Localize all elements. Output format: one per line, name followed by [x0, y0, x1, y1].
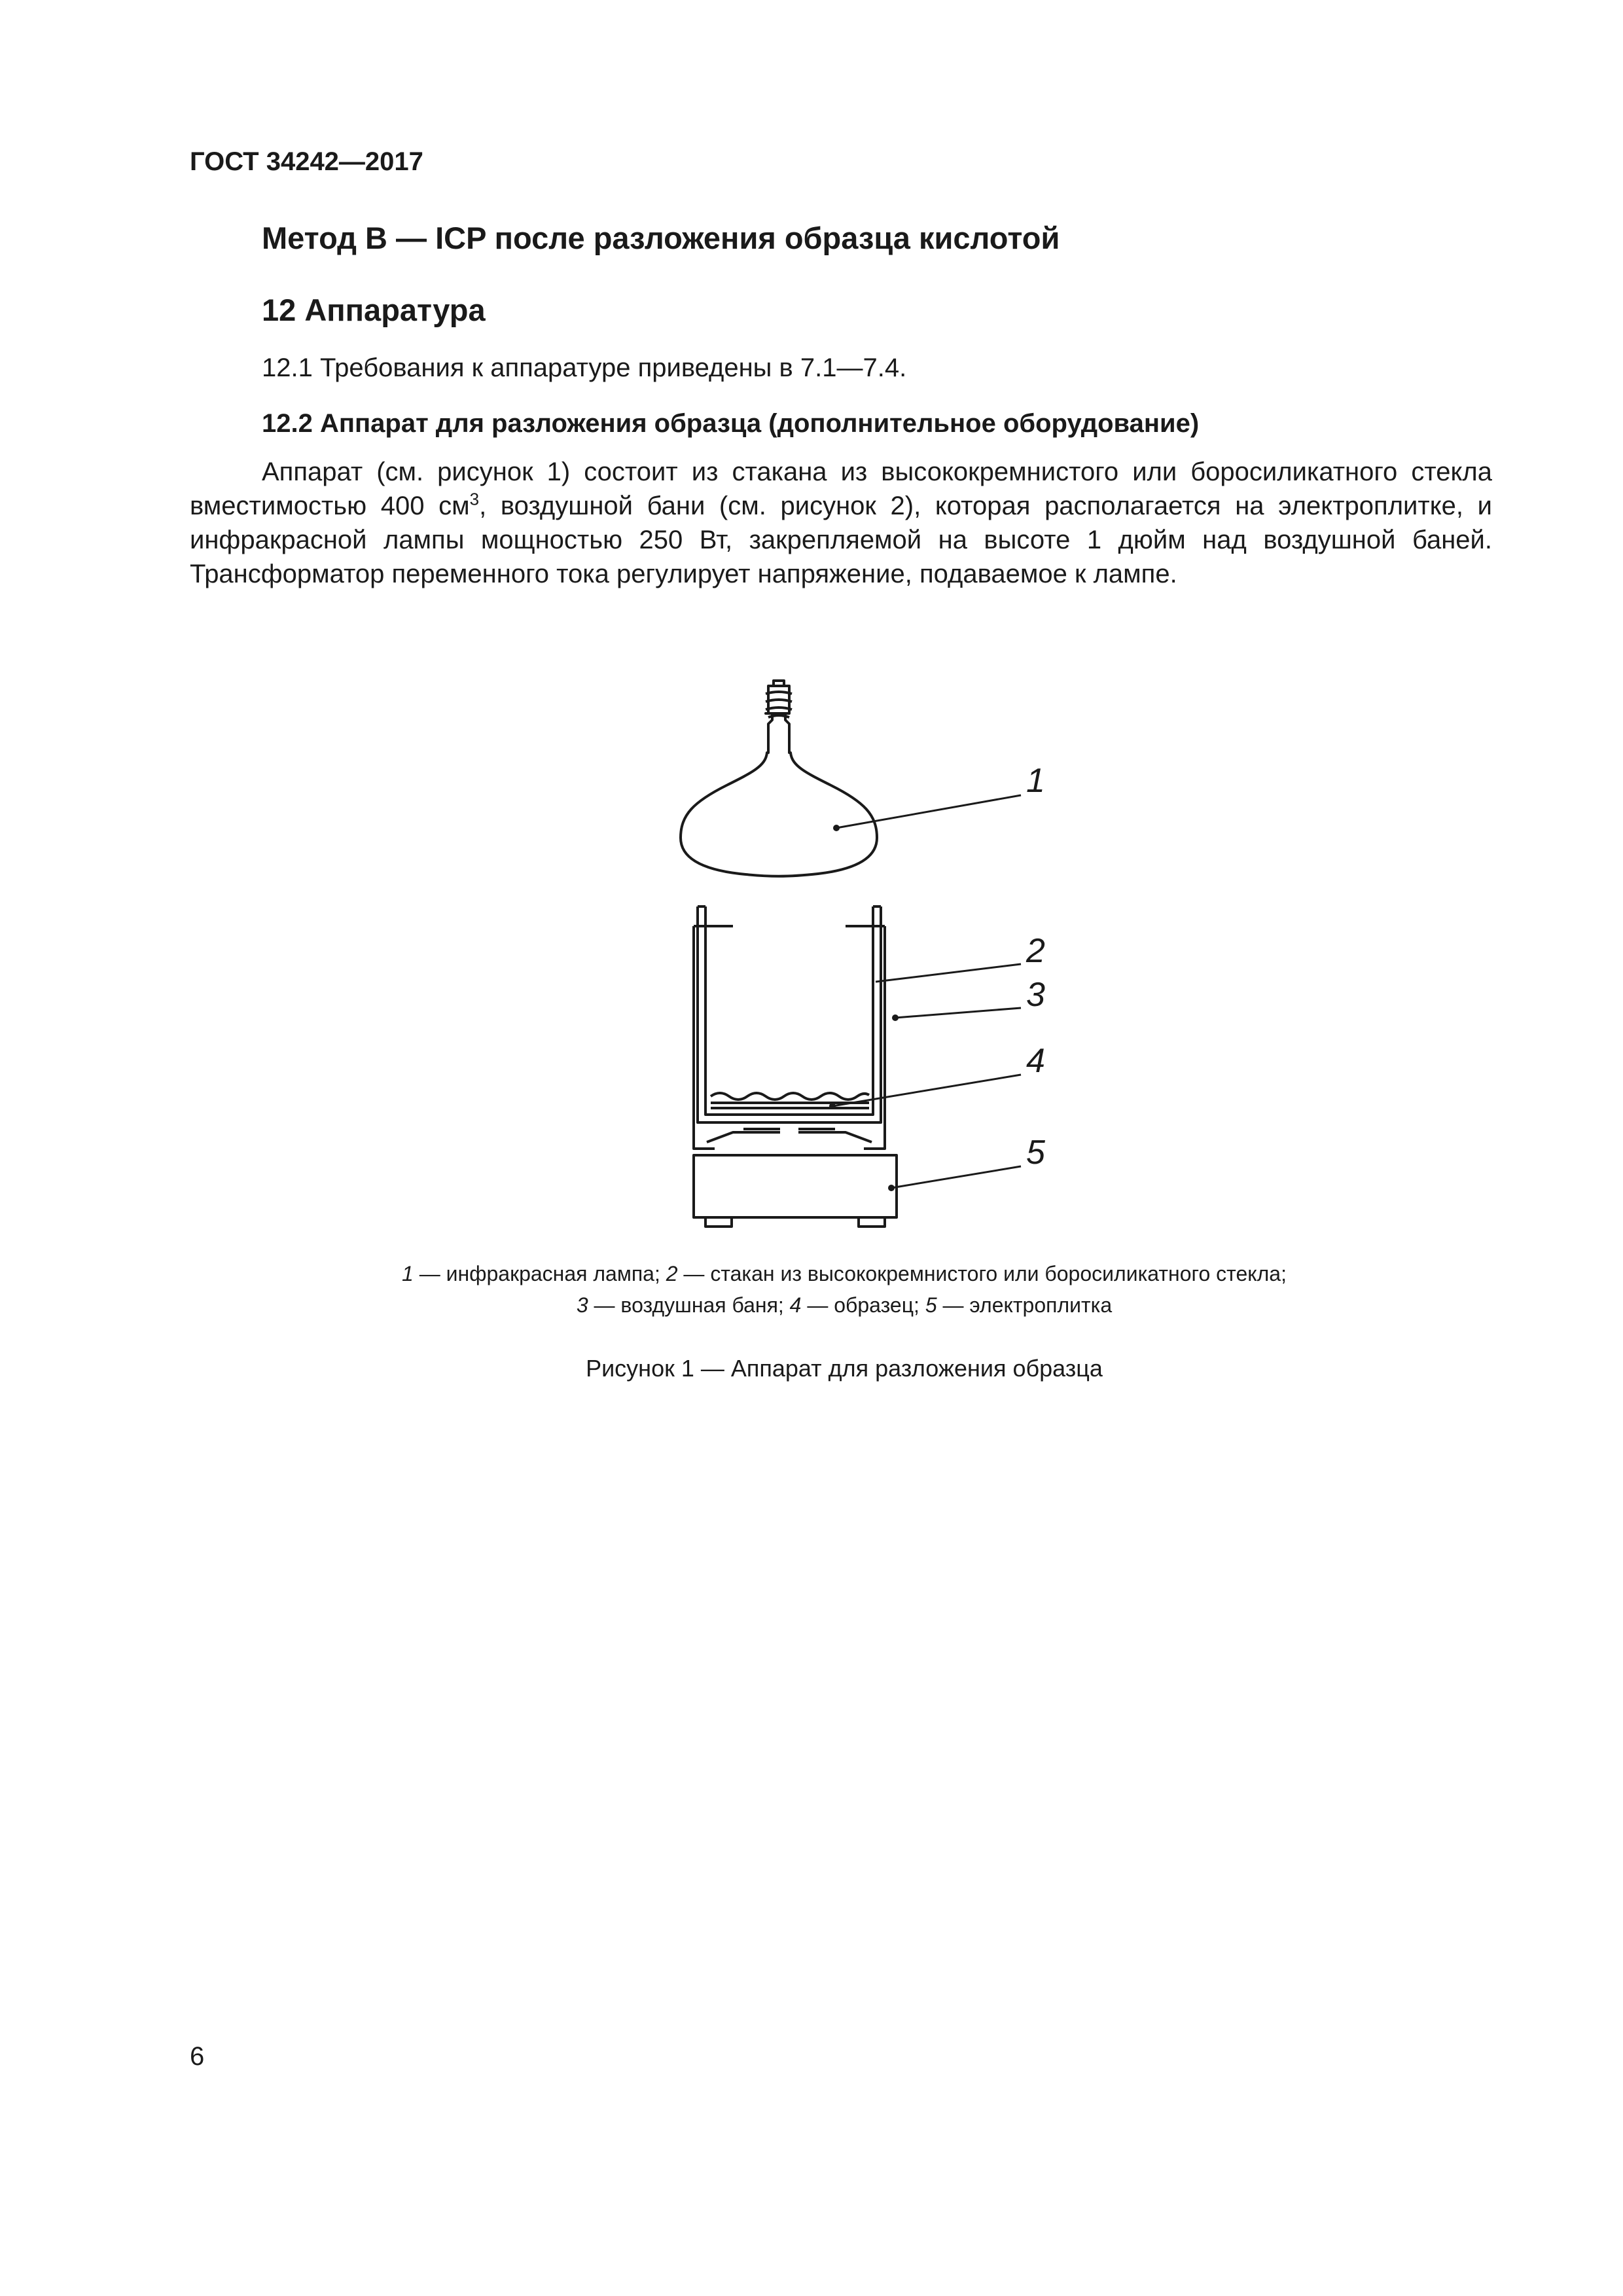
hot-plate — [694, 1155, 897, 1227]
figure-caption: Рисунок 1 — Аппарат для разложения образца — [586, 1355, 1103, 1382]
legend-text: — электроплитка — [936, 1293, 1113, 1317]
legend-text: — воздушная баня; — [588, 1293, 790, 1317]
body-paragraph — [190, 455, 1492, 591]
body-text-part2: , воздушной бани (см. рисунок 2), которая располагается на электроплитке, и инфракрасной лампы мощностью 250 Вт, закрепляемой на высоте 1 дюйм над воздушной баней. Трансформатор переменного тока регулирует напряжение, подаваемое к лампе. — [190, 492, 1492, 588]
legend-num: 3 — [576, 1293, 588, 1317]
figure-label-3: 3 — [1026, 976, 1045, 1014]
body-superscript: 3 — [469, 489, 480, 509]
figure-legend — [262, 1258, 1427, 1321]
chapter-title: 12 Аппаратура — [262, 293, 486, 327]
apparatus-diagram — [628, 661, 1086, 1237]
legend-line-2 — [262, 1289, 1427, 1321]
legend-num: 2 — [666, 1262, 678, 1285]
section-title: Метод В — ICP после разложения образца кислотой — [262, 221, 1060, 255]
legend-line-1 — [262, 1258, 1427, 1289]
sample — [711, 1093, 869, 1108]
legend-num: 4 — [789, 1293, 802, 1317]
figure-label-4: 4 — [1026, 1042, 1045, 1080]
page-header-standard: ГОСТ 34242—2017 — [190, 147, 423, 176]
leader-line-4 — [832, 1075, 1021, 1106]
leader-line-1 — [836, 795, 1021, 828]
legend-num: 5 — [925, 1293, 937, 1317]
infrared-lamp — [681, 681, 877, 876]
page-number: 6 — [190, 2042, 205, 2071]
legend-text: — стакан из высококремнистого или боросиликатного стекла; — [677, 1262, 1287, 1285]
subsection-title-12-2: 12.2 Аппарат для разложения образца (дополнительное оборудование) — [262, 409, 1200, 438]
leader-lines — [832, 795, 1021, 1188]
legend-text: — образец; — [801, 1293, 925, 1317]
leader-line-2 — [876, 964, 1021, 982]
glass-beaker — [698, 906, 881, 1122]
figure-apparatus — [628, 661, 1086, 1240]
legend-text: — инфракрасная лампа; — [413, 1262, 666, 1285]
figure-label-2: 2 — [1026, 932, 1045, 970]
legend-num: 1 — [402, 1262, 414, 1285]
figure-label-1: 1 — [1026, 762, 1045, 800]
leader-line-5 — [891, 1166, 1021, 1188]
paragraph-12-1: 12.1 Требования к аппаратуре приведены в 7.1—7.4. — [262, 353, 907, 382]
figure-label-5: 5 — [1026, 1134, 1045, 1172]
body-text-part1: Аппарат (см. рисунок 1) состоит из стакана из высококремнистого или боросиликатного стекла вместимостью 400 см — [190, 457, 1492, 520]
leader-line-3 — [895, 1008, 1021, 1018]
